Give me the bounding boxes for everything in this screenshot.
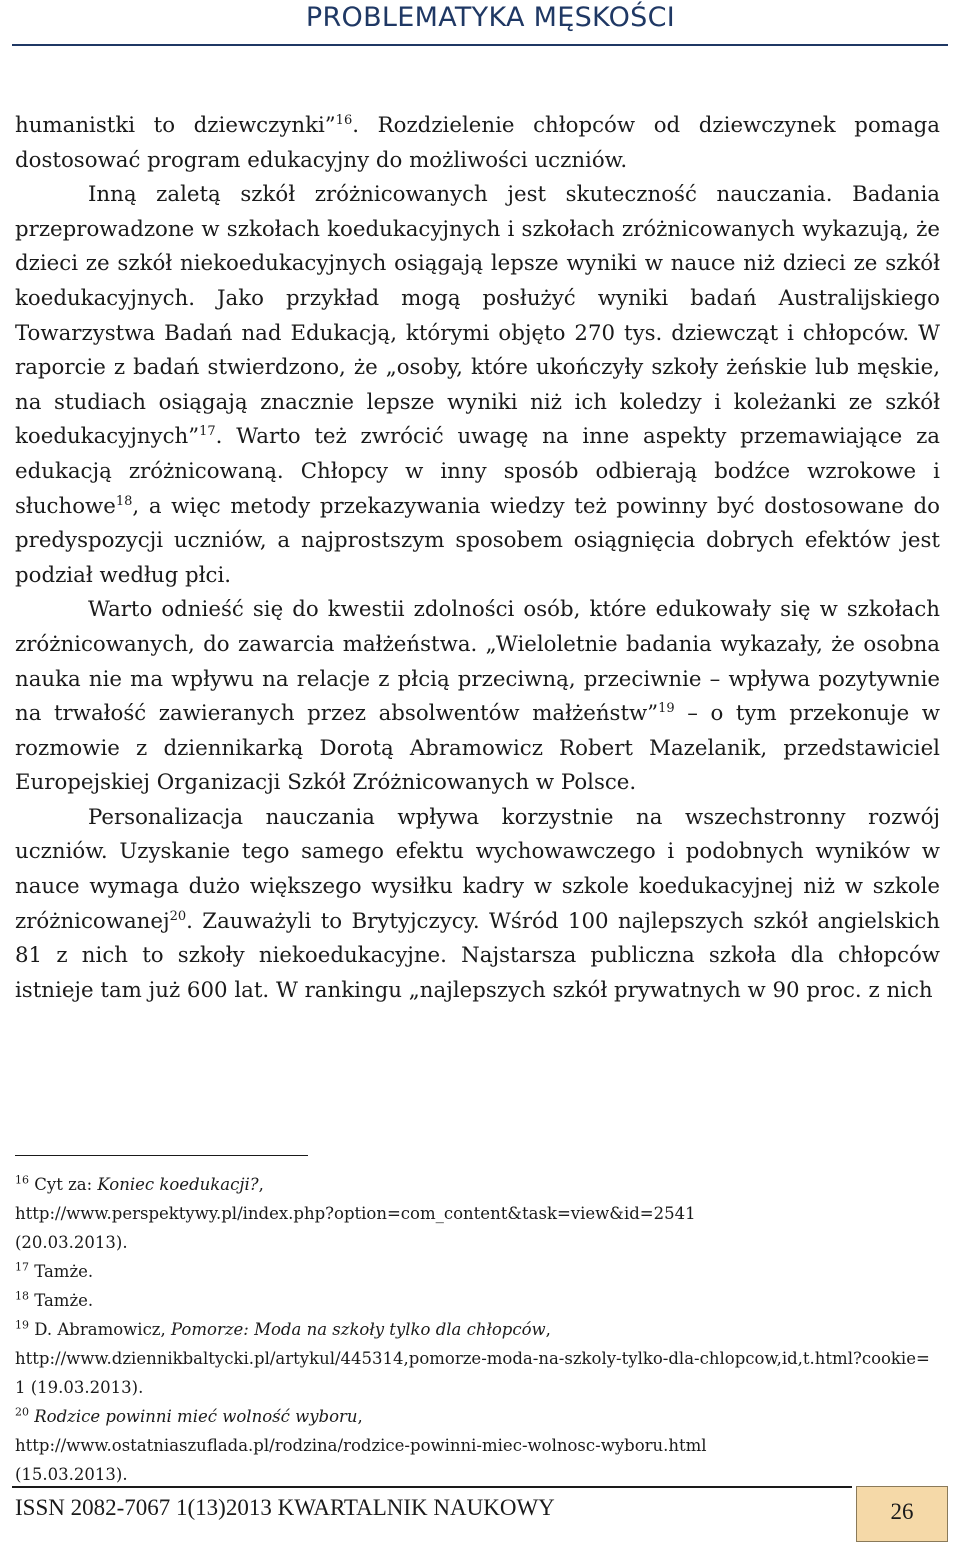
main-text — [15, 109, 940, 1008]
footnote-ref-19[interactable]: 19 — [658, 701, 675, 716]
footnote-18: $^{18}$ Tamże. — [15, 1289, 94, 1310]
page-footer — [0, 1486, 960, 1548]
header-divider — [12, 44, 948, 46]
paragraph-1: humanistki to dziewczynki”$^{16}$. Rozdzielenie chłopców od dziewczynek pomaga dostosować program edukacyjny do możliwości uczniów. — [15, 112, 940, 173]
paragraph-3: Warto odnieść się do kwestii zdolności osób, które edukowały się w szkołach zróżnicowanych, do zawarcia małżeństwa. „Wieloletnie badania wykazały, że osobna nauka nie ma wpływu na relacje z płcią przeciwną, przeciwnie – wpływa pozytywnie na trwałość zawieranych przez absolwentów małżeństw”$^{19}$ – o tym przekonuje w rozmowie z dziennikarką Dorotą Abramowicz Robert Mazelanik, przedstawiciel Europejskiej Organizacji Szkół Zróżnicowanych w Polsce. — [15, 597, 940, 796]
footnote-divider — [15, 1155, 308, 1156]
paragraph-4: Personalizacja nauczania wpływa korzystnie na wszechstronny rozwój uczniów. Uzyskanie tego samego efektu wychowawczego i podobnych wyników w nauce wymaga dużo większego wysiłku kadry w szkole koedukacyjnej niż w szkole zróżnicowanej$^{20}$. Zauważyli to Brytyjczycy. Wśród 100 najlepszych szkół angielskich 81 z nich to szkoły niekoedukacyjne. Najstarsza publiczna szkoła dla chłopców istnieje tam już 600 lat. W rankingu „najlepszych szkół prywatnych w 90 proc. z nich — [15, 804, 940, 1003]
page-number: 26 — [890, 1499, 914, 1524]
footnote-link[interactable]: http://www.ostatniaszuflada.pl/rodzina/rodzice-powinni-miec-wolnosc-wyboru.html — [15, 1436, 707, 1455]
footnote-ref-16[interactable]: 16 — [335, 112, 353, 128]
footnote-ref-18[interactable]: 18 — [115, 493, 133, 509]
footnotes — [15, 1170, 935, 1489]
footnote-link[interactable]: http://www.dziennikbaltycki.pl/artykul/445314,pomorze-moda-na-szkoly-tylko-dla-chlopcow,id,t.html?cookie=1 — [15, 1349, 930, 1397]
footnote-19: $^{19}$ D. Abramowicz, Pomorze: Moda na szkoły tylko dla chłopców, http://www.dziennikbaltycki.pl/artykul/445314,pomorze-moda-na-szkoly-tylko-dla-chlopcow,id,t.html?cookie=1 (19.03.2013). — [15, 1318, 930, 1397]
footnote-ref-17[interactable]: 17 — [199, 424, 216, 440]
running-header-title: PROBLEMATYKA MĘSKOŚCI — [305, 2, 675, 33]
page-number-box — [856, 1486, 948, 1542]
footer-divider — [12, 1486, 852, 1488]
footnote-link[interactable]: http://www.perspektywy.pl/index.php?option=com_content&task=view&id=2541 — [15, 1204, 696, 1223]
journal-info: ISSN 2082-7067 1(13)2013 KWARTALNIK NAUKOWY — [15, 1495, 555, 1520]
page-header — [0, 0, 960, 46]
footnote-16: $^{16}$ Cyt za: Koniec koedukacji?, http://www.perspektywy.pl/index.php?option=com_content&task=view&id=2541 (20.03.2013). — [15, 1173, 696, 1252]
footnote-17: $^{17}$ Tamże. — [15, 1260, 94, 1281]
footnote-20: $^{20}$ Rodzice powinni mieć wolność wyboru, http://www.ostatniaszuflada.pl/rodzina/rodzice-powinni-miec-wolnosc-wyboru.html (15.03.2013). — [15, 1405, 707, 1484]
paragraph-2: Inną zaletą szkół zróżnicowanych jest skuteczność nauczania. Badania przeprowadzone w szkołach koedukacyjnych i szkołach zróżnicowanych wykazują, że dzieci ze szkół niekoedukacyjnych osiągają lepsze wyniki w nauce niż dzieci ze szkół koedukacyjnych. Jako przykład mogą posłużyć wyniki badań Australijskiego Towarzystwa Badań nad Edukacją, którymi objęto 270 tys. dziewcząt i chłopców. W raporcie z badań stwierdzono, że „osoby, które ukończyły szkoły żeńskie lub męskie, na studiach osiągają znacznie lepsze wyniki niż ich koledzy i koleżanki ze szkół koedukacyjnych”$^{17}$. Warto też zwrócić uwagę na inne aspekty przemawiające za edukacją zróżnicowaną. Chłopcy w inny sposób odbierają bodźce wzrokowe i słuchowe$^{18}$, a więc metody przekazywania wiedzy też powinny być dostosowane do predyspozycji uczniów, a najprostszym sposobem osiągnięcia dobrych efektów jest podział według płci. — [15, 182, 940, 588]
footnote-ref-20[interactable]: 20 — [169, 908, 187, 924]
